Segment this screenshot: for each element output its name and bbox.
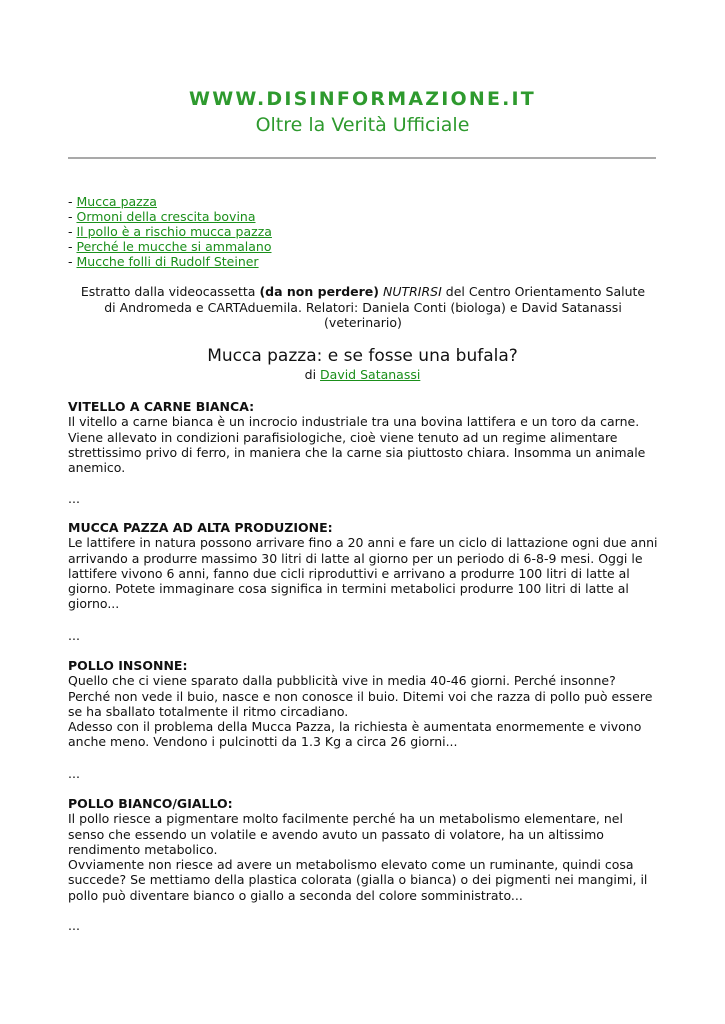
section-heading: POLLO BIANCO/GIALLO: (68, 796, 233, 811)
section-pollo-bianco-giallo (68, 796, 658, 903)
ellipsis-separator: ... (68, 491, 80, 506)
section-vitello (68, 399, 658, 475)
list-bullet: - (68, 224, 77, 239)
related-link-item (68, 239, 272, 254)
section-heading: MUCCA PAZZA AD ALTA PRODUZIONE: (68, 520, 333, 535)
list-bullet: - (68, 239, 77, 254)
link-pollo-rischio[interactable]: Il pollo è a rischio mucca pazza (76, 224, 272, 239)
ellipsis-separator: ... (68, 628, 80, 643)
related-link-item (68, 254, 272, 269)
intro-bold-text: (da non perdere) (259, 284, 379, 299)
section-paragraph: Adesso con il problema della Mucca Pazza, la richiesta è aumentata enormemente e vivono anche meno. Vendono i pulcinotti da 1.3 Kg a circa 26 giorni... (68, 719, 642, 750)
section-pollo-insonne (68, 658, 658, 750)
intro-italic-text: NUTRIRSI (382, 284, 442, 299)
author-link[interactable]: David Satanassi (320, 367, 421, 382)
list-bullet: - (68, 254, 77, 269)
ellipsis-separator: ... (68, 918, 80, 933)
section-paragraph: Quello che ci viene sparato dalla pubblicità vive in media 40-46 giorni. Perché insonne? Perché non vede il buio, nasce e non conosce il buio. Ditemi voi che razza di pollo può essere se ha sballato totalmente il ritmo circadiano. (68, 673, 653, 719)
section-paragraph: Il vitello a carne bianca è un incrocio industriale tra una bovina lattifera e un toro da carne. Viene allevato in condizioni parafisiologiche, cioè viene tenuto ad un regime alimentare strettissimo privo di ferro, in maniera che la carne sia piuttosto chiara. Insomma un animale anemico. (68, 414, 646, 476)
intro-text-1: Estratto dalla videocassetta (80, 284, 260, 299)
section-mucca-alta-produzione (68, 520, 658, 612)
intro-text-2: del Centro Orientamento Salute di Andromeda e CARTAduemila. Relatori: Daniela Conti (biologa) e David Satanassi (veterinario) (104, 284, 646, 330)
byline-prefix: di (304, 367, 321, 382)
section-paragraph: Le lattifere in natura possono arrivare fino a 20 anni e fare un ciclo di lattazione ogni due anni arrivando a produrre massimo 30 litri di latte al giorno per un periodo di 6-8-9 mesi. Oggi le lattifere vivono 6 anni, fanno due cicli riproduttivi e arrivano a produrre 100 litri di latte al giorno. Potete immaginare cosa significa in termini metabolici produrre 100 litri di latte al giorno... (68, 535, 658, 612)
section-heading: VITELLO A CARNE BIANCA: (68, 399, 255, 414)
site-url-title[interactable]: WWW.DISINFORMAZIONE.IT (189, 88, 536, 110)
list-bullet: - (68, 209, 77, 224)
link-mucche-ammalano[interactable]: Perché le mucche si ammalano (76, 239, 272, 254)
related-links-list (68, 194, 272, 269)
link-rudolf-steiner[interactable]: Mucche folli di Rudolf Steiner (76, 254, 259, 269)
ellipsis-separator: ... (68, 766, 80, 781)
section-paragraph: Ovviamente non riesce ad avere un metabolismo elevato come un ruminante, quindi cosa succede? Se mettiamo della plastica colorata (gialla o bianca) o dei pigmenti nei mangimi, il pollo può diventare bianco o giallo a seconda del colore somministrato... (68, 857, 648, 903)
related-link-item (68, 224, 272, 239)
article-byline (0, 367, 725, 382)
header-divider (68, 157, 656, 159)
link-ormoni-crescita[interactable]: Ormoni della crescita bovina (76, 209, 256, 224)
section-paragraph: Il pollo riesce a pigmentare molto facilmente perché ha un metabolismo elementare, nel senso che essendo un volatile e avendo avuto un passato di volatore, ha un altissimo rendimento metabolico. (68, 811, 623, 857)
link-mucca-pazza[interactable]: Mucca pazza (76, 194, 157, 209)
related-link-item (68, 194, 272, 209)
section-heading: POLLO INSONNE: (68, 658, 188, 673)
intro-paragraph (78, 284, 648, 331)
list-bullet: - (68, 194, 77, 209)
related-link-item (68, 209, 272, 224)
article-title: Mucca pazza: e se fosse una bufala? (207, 346, 518, 366)
site-tagline: Oltre la Verità Ufficiale (255, 114, 470, 136)
